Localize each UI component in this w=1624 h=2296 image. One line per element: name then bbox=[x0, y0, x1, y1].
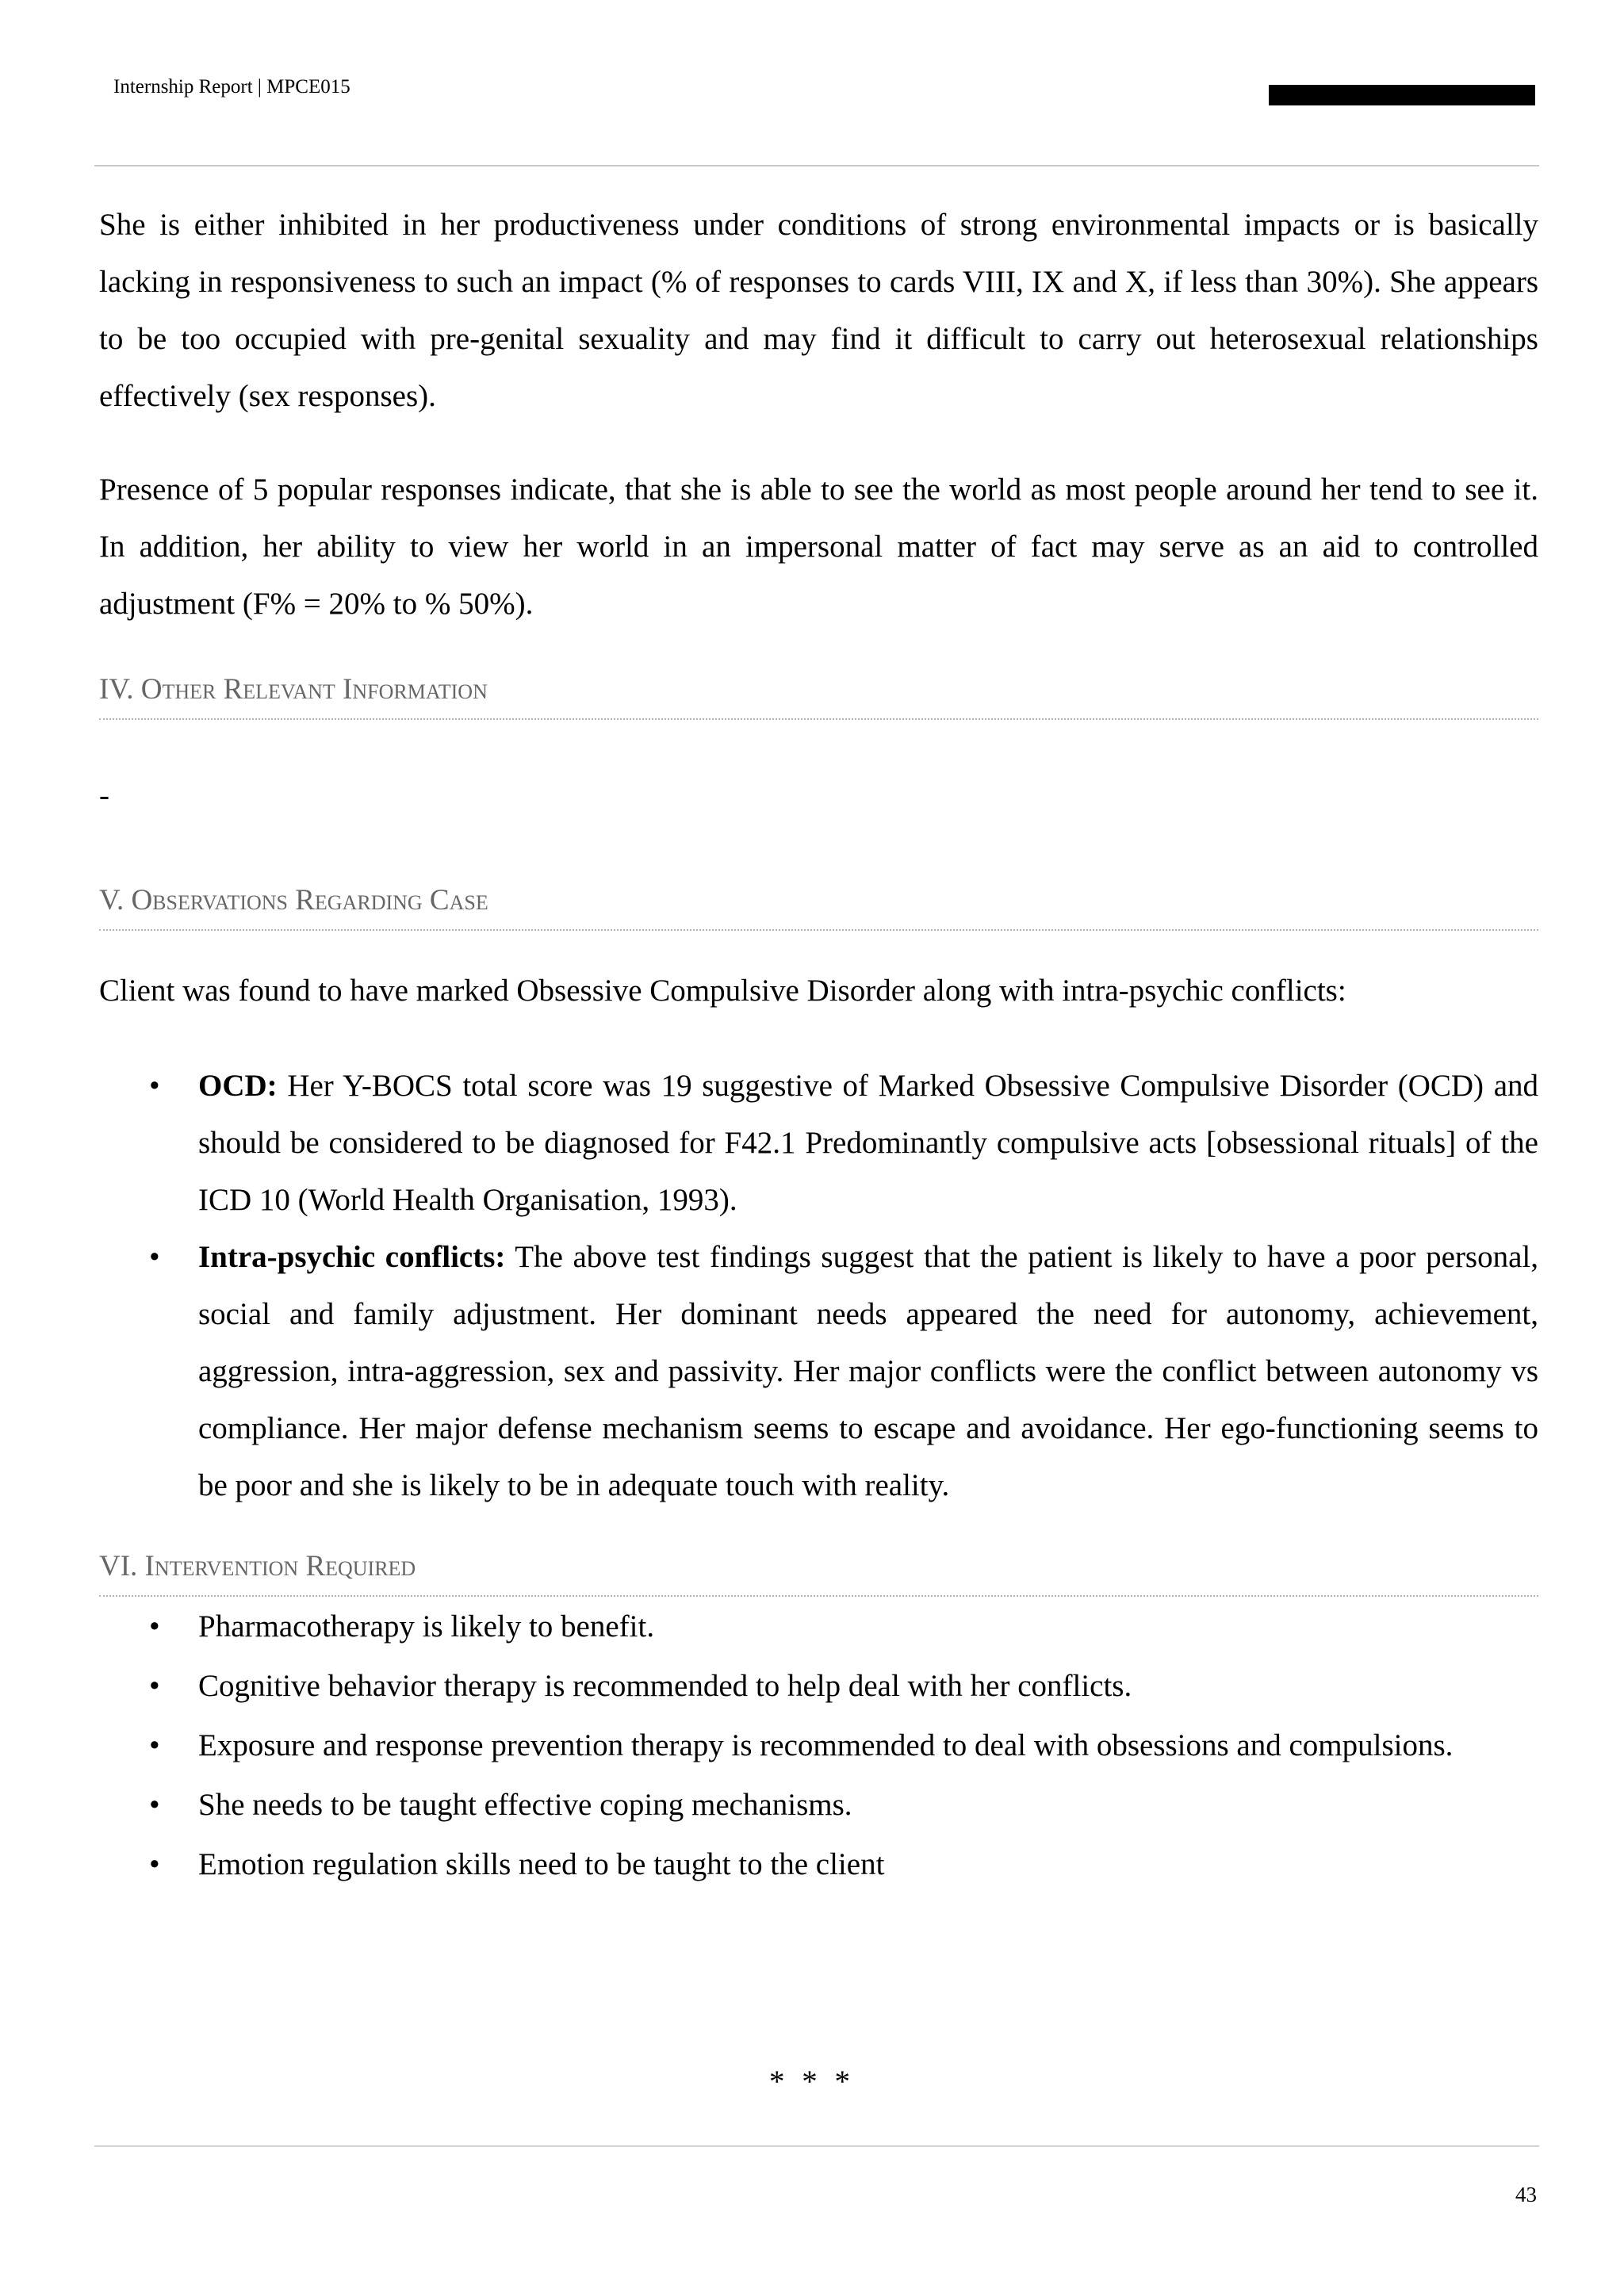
list-item-intra-psychic bbox=[99, 1229, 1538, 1514]
list-item: • Cognitive behavior therapy is recommended to help deal with her conflicts. bbox=[99, 1656, 1538, 1716]
heading-other-relevant-information: IV. Other Relevant Information bbox=[99, 669, 1538, 720]
page-content bbox=[99, 197, 1538, 1926]
paragraph-productiveness: She is either inhibited in her productiveness under conditions of strong environmental impacts or is basically lacking in responsiveness to such an impact (% of responses to cards VIII, IX and X, if less than 30%). She appears to be too occupied with pre-genital sexuality and may find it difficult to carry out heterosexual relationships effectively (sex responses). bbox=[99, 208, 1538, 413]
header-black-bar bbox=[1269, 85, 1535, 105]
bullet-label-intra-psychic: Intra-psychic conflicts: bbox=[198, 1240, 506, 1274]
intervention-list bbox=[99, 1597, 1538, 1894]
heading-intervention-required: VI. Intervention Required bbox=[99, 1546, 1538, 1597]
observations-intro: Client was found to have marked Obsessive Compulsive Disorder along with intra-psychic conflicts: bbox=[99, 974, 1346, 1008]
page-header-title: Internship Report | MPCE015 bbox=[113, 76, 350, 98]
page-number: 43 bbox=[1515, 2183, 1537, 2206]
list-item: • She needs to be taught effective coping mechanisms. bbox=[99, 1775, 1538, 1835]
list-item: • Emotion regulation skills need to be taught to the client bbox=[99, 1835, 1538, 1894]
header-rule bbox=[94, 165, 1539, 166]
bullet-label-ocd: OCD: bbox=[198, 1069, 278, 1103]
end-separator: * * * bbox=[769, 2064, 855, 2099]
list-item: • Exposure and response prevention therapy is recommended to deal with obsessions and compulsions. bbox=[99, 1716, 1538, 1775]
list-item-ocd bbox=[99, 1058, 1538, 1229]
heading-observations-regarding-case: V. Observations Regarding Case bbox=[99, 880, 1538, 931]
paragraph-popular-responses: Presence of 5 popular responses indicate, that she is able to see the world as most people around her tend to see it. In addition, her ability to view her world in an impersonal matter of fact may serve as an aid to controlled adjustment (F% = 20% to % 50%). bbox=[99, 473, 1538, 621]
bullet-text-intra-psychic: The above test findings suggest that the patient is likely to have a poor personal, social and family adjustment. Her dominant needs appeared the need for autonomy, achievement, aggression, intra-aggression, sex and passivity. Her major conflicts were the conflict between autonomy vs compliance. Her major defense mechanism seems to escape and avoidance. Her ego-functioning seems to be poor and she is likely to be in adequate touch with reality. bbox=[198, 1240, 1538, 1502]
observations-list bbox=[99, 1058, 1538, 1514]
bullet-text-ocd: Her Y-BOCS total score was 19 suggestive of Marked Obsessive Compulsive Disorder (OCD) and should be considered to be diagnosed for F42.1 Predominantly compulsive acts [obsessional rituals] of the ICD 10 (World Health Organisation, 1993). bbox=[198, 1069, 1538, 1217]
list-item: • Pharmacotherapy is likely to benefit. bbox=[99, 1597, 1538, 1656]
footer-rule bbox=[94, 2145, 1539, 2147]
other-information-content: - bbox=[99, 779, 109, 813]
